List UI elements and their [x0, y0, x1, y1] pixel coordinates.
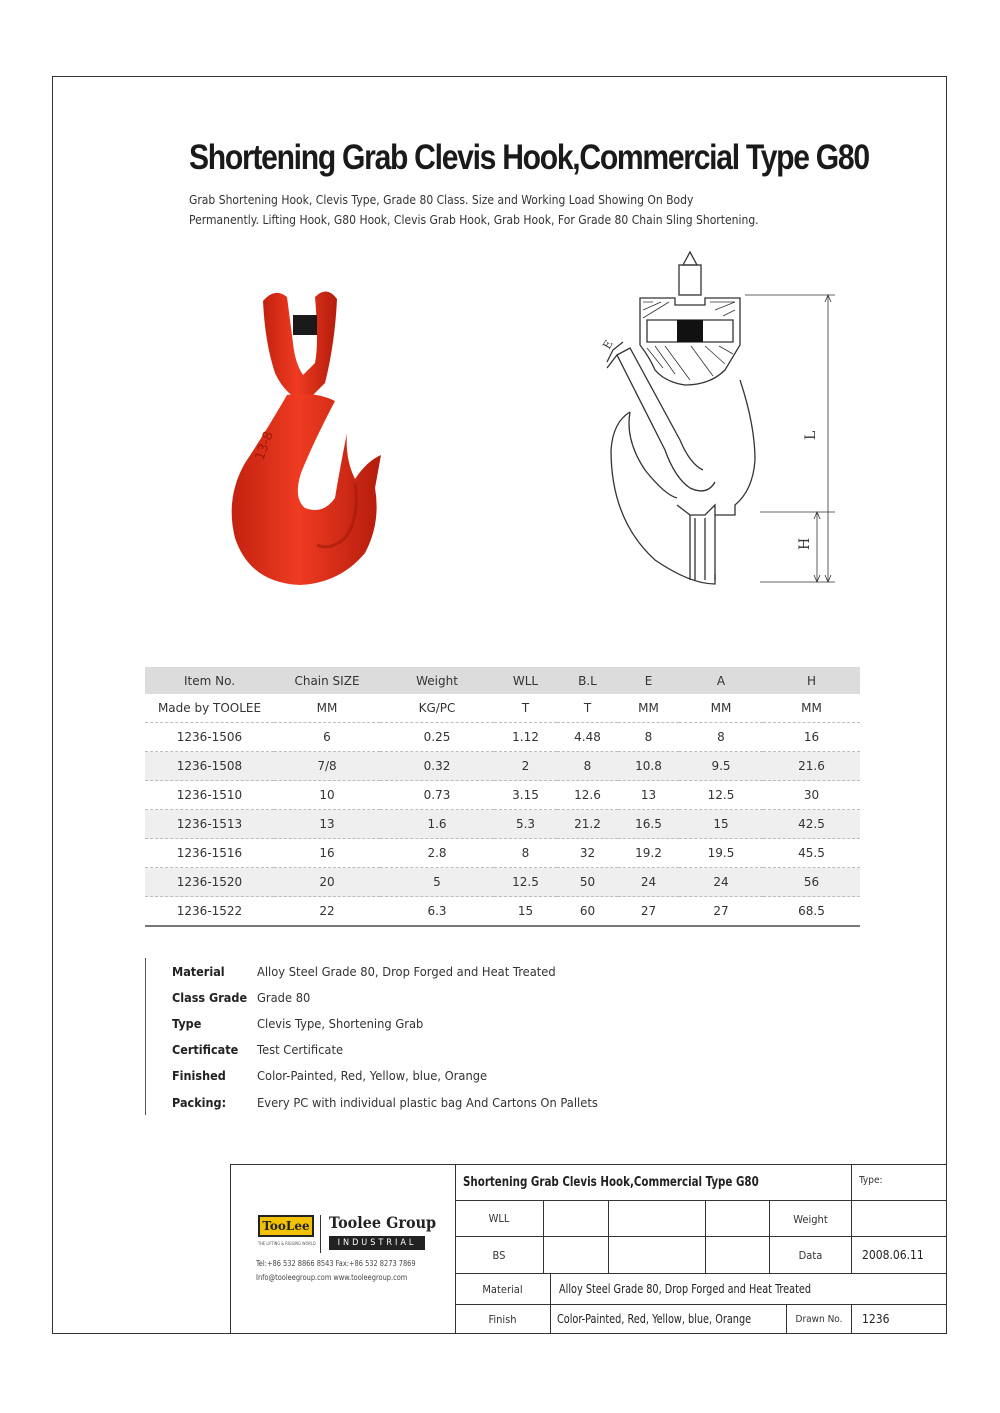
table-row [145, 781, 860, 810]
table-cell: 8 [494, 839, 557, 868]
dimension-label-e: E [600, 338, 616, 352]
contact-phone: Tel:+86 532 8866 8543 Fax:+86 532 8273 7869 [256, 1259, 416, 1268]
property-key: Packing: [172, 1094, 227, 1110]
property-key: Certificate [172, 1042, 239, 1058]
table-row [145, 810, 860, 839]
table-cell: MM [274, 694, 380, 723]
product-name: Shortening Grab Clevis Hook,Commercial Type G80 [463, 1175, 759, 1190]
property-key: Type [172, 1015, 202, 1031]
finish-value-cell [550, 1304, 786, 1333]
table-cell: 0.32 [380, 752, 494, 781]
table-row [145, 839, 860, 868]
property-type [172, 1010, 627, 1036]
product-description: Grab Shortening Hook, Clevis Type, Grade 80 Class. Size and Working Load Showing On Body Permanently. Lifting Hook, G80 Hook, Clevis Grab Hook, Grab Hook, For Grade 80 Chain Sling Shortening. [189, 193, 759, 227]
table-cell: 16 [274, 839, 380, 868]
table-cell: 19.2 [618, 839, 679, 868]
table-cell: 20 [274, 868, 380, 897]
wll-label: WLL [488, 1212, 510, 1225]
table-cell: 13 [618, 781, 679, 810]
bs-label: BS [492, 1248, 506, 1262]
table-cell: 0.73 [380, 781, 494, 810]
product-name-cell [455, 1165, 851, 1200]
data-value-cell [851, 1236, 946, 1273]
table-cell: 6.3 [380, 897, 494, 927]
property-value: Alloy Steel Grade 80, Drop Forged and Heat Treated [257, 963, 556, 979]
table-cell: 21.2 [557, 810, 618, 839]
table-cell: 21.6 [763, 752, 860, 781]
table-cell: 27 [618, 897, 679, 927]
property-class-grade [172, 984, 627, 1010]
table-row [145, 723, 860, 752]
property-key: Material [172, 963, 225, 979]
weight-value-cell [851, 1200, 946, 1236]
hook-photo [205, 283, 395, 593]
logo-tagline: THE LIFTING & RIGGING WORLD [258, 1241, 316, 1246]
table-cell: KG/PC [380, 694, 494, 723]
table-cell: 4.48 [557, 723, 618, 752]
table-cell: 15 [494, 897, 557, 927]
table-cell: MM [763, 694, 860, 723]
bs-label-cell [455, 1236, 543, 1273]
table-cell: Made by TOOLEE [145, 694, 274, 723]
units-row [145, 694, 860, 723]
table-cell: 24 [679, 868, 763, 897]
data-label: Data [798, 1248, 823, 1262]
material-value-cell [550, 1273, 946, 1304]
col-a: A [679, 667, 763, 694]
property-value: Clevis Type, Shortening Grab [257, 1015, 424, 1031]
table-cell: MM [679, 694, 763, 723]
table-cell: 1236-1522 [145, 897, 274, 927]
property-packing [172, 1089, 627, 1115]
table-cell: 1.12 [494, 723, 557, 752]
drawn-label: Drawn No. [795, 1313, 843, 1325]
type-label: Type: [859, 1175, 883, 1186]
data-value: 2008.06.11 [862, 1248, 924, 1262]
table-cell: 1.6 [380, 810, 494, 839]
table-row [145, 752, 860, 781]
finish-label-cell [455, 1304, 550, 1333]
table-cell: 56 [763, 868, 860, 897]
table-cell: T [494, 694, 557, 723]
table-cell: 1236-1513 [145, 810, 274, 839]
table-cell: 5 [380, 868, 494, 897]
company-name: Toolee Group [329, 1213, 437, 1232]
property-key: Finished [172, 1068, 226, 1084]
table-cell: 42.5 [763, 810, 860, 839]
data-label-cell [769, 1236, 851, 1273]
wll-label-cell [455, 1200, 543, 1236]
table-cell: 7/8 [274, 752, 380, 781]
table-row [145, 868, 860, 897]
table-cell: 1236-1510 [145, 781, 274, 810]
col-weight: Weight [380, 667, 494, 694]
property-value: Color-Painted, Red, Yellow, blue, Orange [257, 1068, 488, 1084]
drawn-value: 1236 [862, 1312, 890, 1326]
material-value: Alloy Steel Grade 80, Drop Forged and Heat Treated [559, 1282, 812, 1296]
property-finished [172, 1063, 627, 1089]
wll-value-cell-2 [608, 1200, 705, 1236]
contact-web: Info@tooleegroup.com www.tooleegroup.com [256, 1273, 408, 1282]
hook-technical-drawing [595, 250, 845, 590]
table-cell: 32 [557, 839, 618, 868]
table-cell: 6 [274, 723, 380, 752]
logo-mark-text: TooLee [262, 1219, 310, 1233]
table-cell: 50 [557, 868, 618, 897]
table-cell: 10 [274, 781, 380, 810]
logo-mark [258, 1215, 314, 1237]
table-cell: 10.8 [618, 752, 679, 781]
col-chain-size: Chain SIZE [274, 667, 380, 694]
finish-value: Color-Painted, Red, Yellow, blue, Orange [557, 1312, 752, 1326]
table-cell: 15 [679, 810, 763, 839]
table-cell: 45.5 [763, 839, 860, 868]
table-cell: 0.25 [380, 723, 494, 752]
table-cell: MM [618, 694, 679, 723]
table-cell: 22 [274, 897, 380, 927]
bs-value-cell-1 [543, 1236, 608, 1273]
weight-label: Weight [793, 1213, 828, 1226]
wll-value-cell-3 [705, 1200, 769, 1236]
hook-marking: 13-8 [252, 429, 277, 463]
table-cell: 16.5 [618, 810, 679, 839]
table-cell: 2 [494, 752, 557, 781]
table-row [145, 897, 860, 927]
col-wll: WLL [494, 667, 557, 694]
specification-table [145, 667, 860, 927]
table-cell: T [557, 694, 618, 723]
table-cell: 8 [557, 752, 618, 781]
table-cell: 12.5 [679, 781, 763, 810]
dimension-label-h: H [797, 537, 813, 550]
wll-value-cell-1 [543, 1200, 608, 1236]
property-value: Test Certificate [257, 1042, 344, 1058]
type-cell [851, 1165, 946, 1200]
page-title: Shortening Grab Clevis Hook,Commercial Type G80 [189, 138, 869, 177]
table-cell: 27 [679, 897, 763, 927]
material-label: Material [482, 1282, 523, 1296]
col-item-no: Item No. [145, 667, 274, 694]
table-cell: 8 [679, 723, 763, 752]
table-cell: 60 [557, 897, 618, 927]
property-value: Grade 80 [257, 989, 311, 1005]
table-cell: 1236-1516 [145, 839, 274, 868]
drawn-label-cell [786, 1304, 851, 1333]
col-bl: B.L [557, 667, 618, 694]
table-cell: 8 [618, 723, 679, 752]
properties-list [145, 958, 627, 1115]
table-cell: 12.5 [494, 868, 557, 897]
company-logo-area [231, 1165, 456, 1333]
table-cell: 1236-1508 [145, 752, 274, 781]
table-cell: 13 [274, 810, 380, 839]
property-certificate [172, 1037, 627, 1063]
table-cell: 3.15 [494, 781, 557, 810]
company-sub: INDUSTRIAL [329, 1236, 425, 1250]
dimension-label-l: L [803, 430, 819, 440]
drawing-title-block [230, 1164, 947, 1334]
table-cell: 24 [618, 868, 679, 897]
table-cell: 68.5 [763, 897, 860, 927]
table-cell: 9.5 [679, 752, 763, 781]
property-key: Class Grade [172, 989, 248, 1005]
table-cell: 5.3 [494, 810, 557, 839]
logo-divider [320, 1215, 321, 1253]
drawn-value-cell [851, 1304, 946, 1333]
table-cell: 19.5 [679, 839, 763, 868]
col-e: E [618, 667, 679, 694]
col-h: H [763, 667, 860, 694]
table-cell: 2.8 [380, 839, 494, 868]
table-header-row [145, 667, 860, 694]
table-cell: 30 [763, 781, 860, 810]
table-cell: 1236-1520 [145, 868, 274, 897]
bs-value-cell-3 [705, 1236, 769, 1273]
weight-label-cell [769, 1200, 851, 1236]
bs-value-cell-2 [608, 1236, 705, 1273]
finish-label: Finish [488, 1312, 517, 1326]
property-value: Every PC with individual plastic bag And Cartons On Pallets [257, 1094, 598, 1110]
table-cell: 12.6 [557, 781, 618, 810]
material-label-cell [455, 1273, 550, 1304]
table-cell: 1236-1506 [145, 723, 274, 752]
property-material [172, 958, 627, 984]
table-cell: 16 [763, 723, 860, 752]
